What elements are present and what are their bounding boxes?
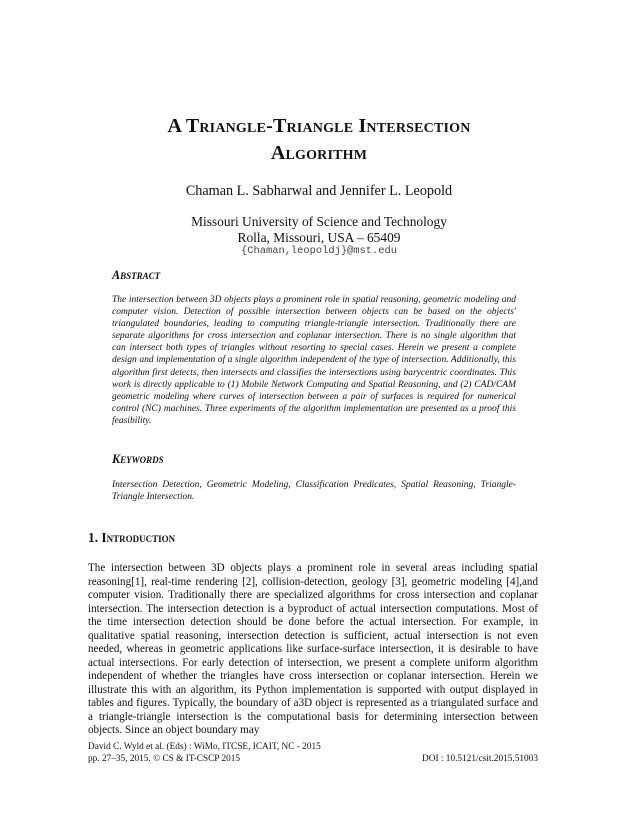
footer-row [88,753,538,765]
abstract-text: The intersection between 3D objects plays a prominent role in spatial reasoning, geometric modeling and computer vision. Detection of possible intersection between objects can be based on the objects' triangulated boundaries, leading to computing triangle-triangle intersection. Traditionally there are separate algorithms for cross intersection and coplanar intersection. There is no single algorithm that can intersect both types of triangles without resorting to special cases. Herein we present a complete design and implementation of a single algorithm independent of the type of intersection. Additionally, this algorithm first detects, then intersects and classifies the intersections using barycentric coordinates. This work is directly applicable to (1) Mobile Network Computing and Spatial Reasoning, and (2) CAD/CAM geometric modeling where curves of intersection between a pair of surfaces is required for numerical control (NC) machines. Three experiments of the algorithm implementation are presented as a proof this feasibility. [112,295,516,426]
author-email: {Chaman,leopoldj}@mst.edu [241,245,397,257]
author-names: Chaman L. Sabharwal and Jennifer L. Leopold [185,183,453,199]
introduction-heading: 1. Introduction [88,530,176,545]
location: Rolla, Missouri, USA – 65409 [237,229,401,245]
footer-editors: David C. Wyld et al. (Eds) : WiMo, ITCSE, ICAIT, NC - 2015 [88,742,321,752]
abstract-heading: Abstract [112,268,161,282]
title-line-2: Algorithm [270,142,368,164]
affiliation-block [60,214,578,258]
title-line-1: A Triangle-Triangle Intersection [167,115,471,137]
paper-title [60,113,578,167]
keywords-text: Intersection Detection, Geometric Modeling, Classification Predicates, Spatial Reasoning, Triangle-Triangle Intersection. [112,480,516,503]
institution: Missouri University of Science and Technology [191,214,447,229]
page-footer [88,741,538,765]
footer-doi: DOI : 10.5121/csit.2015.51003 [422,754,538,764]
footer-pages: pp. 27–35, 2015. © CS & IT-CSCP 2015 [88,754,241,764]
keywords-heading: Keywords [112,452,164,466]
introduction-text: The intersection between 3D objects plays a prominent role in several areas including spatial reasoning[1], real-time rendering [2], collision-detection, geology [3], geometric modeling [4],and computer vision. Traditionally there are specialized algorithms for cross intersection and coplanar intersection. The intersection detection is a byproduct of actual intersection computations. Most of the time intersection detection should be done before the actual intersection. For example, in qualitative spatial reasoning, intersection detection is sufficient, actual intersection is not even needed, whereas in geometric applications like surface-surface intersection, it is desirable to have actual intersections. For early detection of intersection, we present a complete uniform algorithm independent of whether the triangles have cross intersection or coplanar intersection. Herein we illustrate this with an algorithm, its Python implementation is supported with output displayed in tables and figures. Typically, the boundary of a3D object is represented as a triangulated surface and a triangle-triangle intersection is the computational basis for determining intersection between objects. Since an object boundary may [88,562,538,736]
